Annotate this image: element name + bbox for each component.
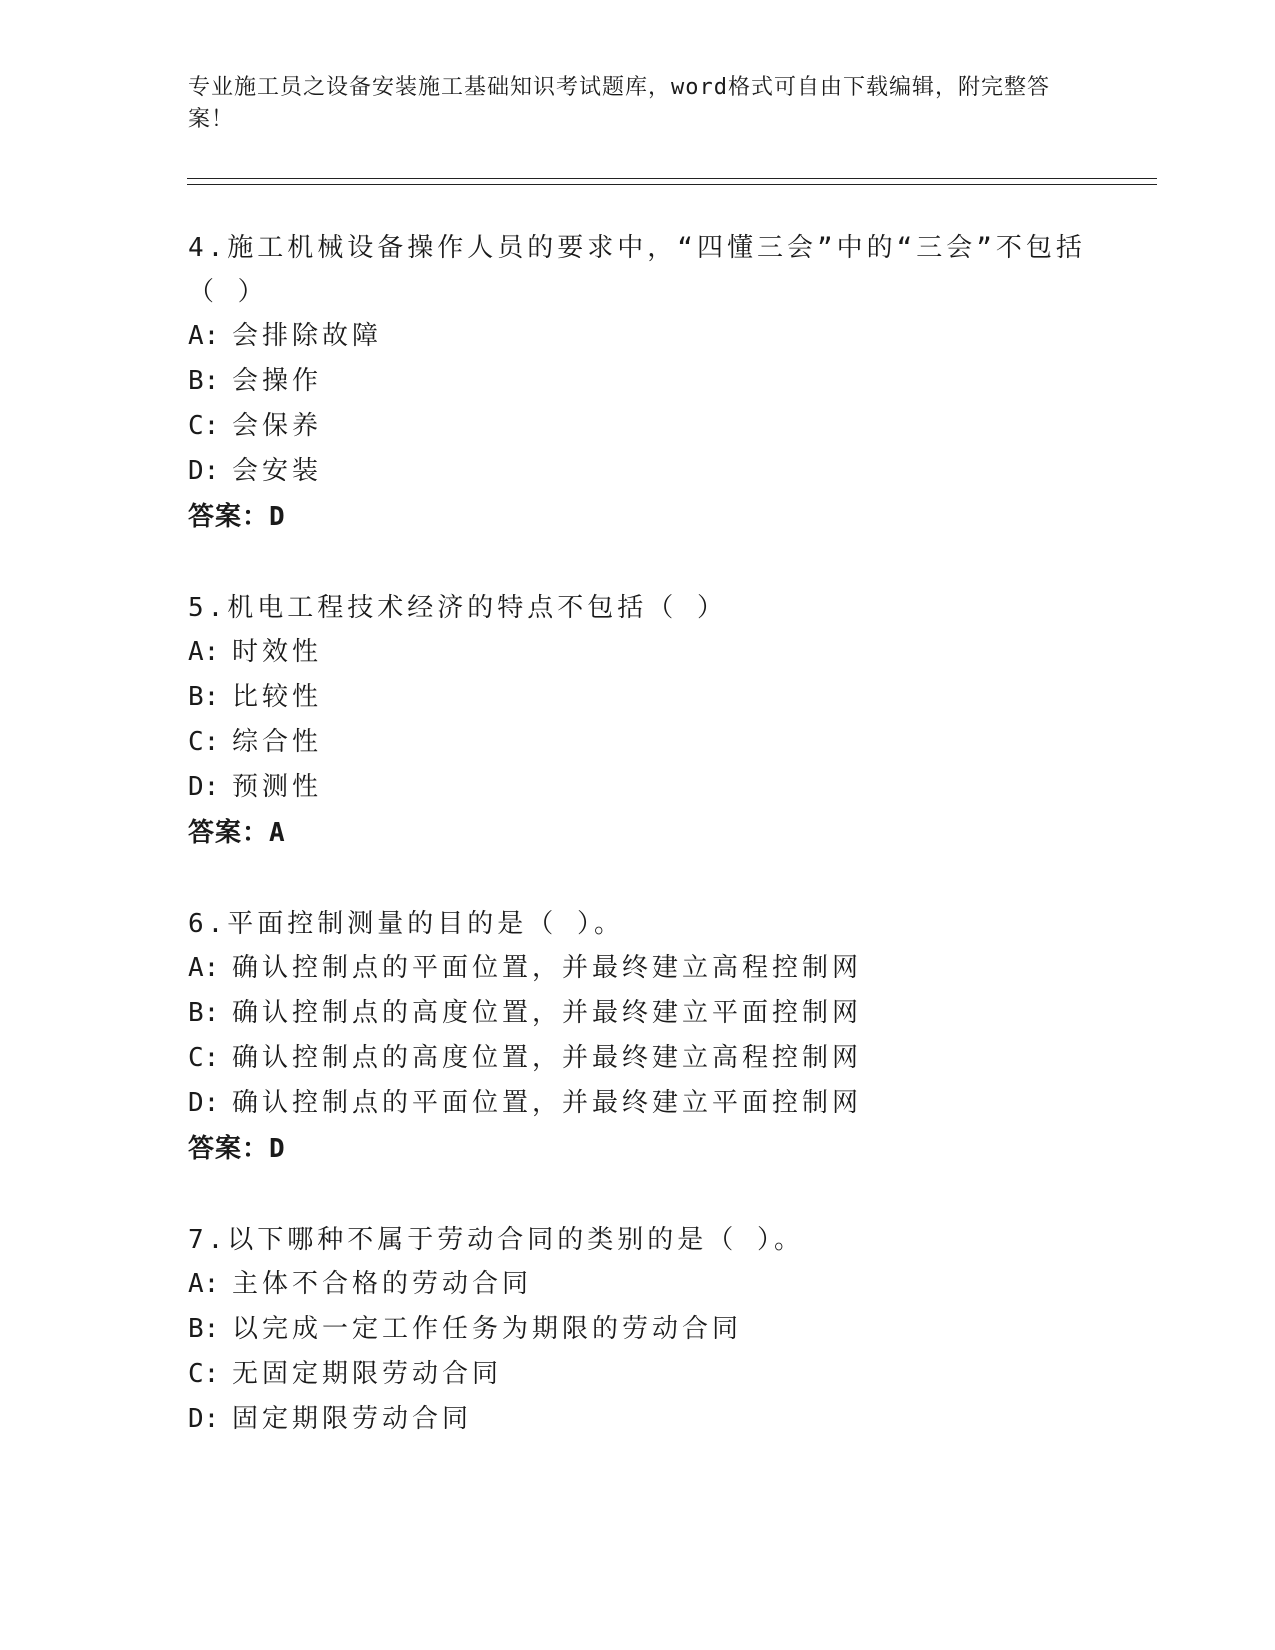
question-stem: 6.平面控制测量的目的是（ ）。: [188, 909, 624, 939]
option-letter: B:: [188, 682, 220, 712]
option-text: 综合性: [232, 727, 323, 757]
header-divider-bottom: [187, 184, 1157, 185]
question-5: [188, 586, 1088, 856]
question-list: [188, 226, 1088, 1488]
option-letter: A:: [188, 321, 220, 351]
option-text: 确认控制点的高度位置，并最终建立平面控制网: [232, 998, 863, 1028]
option-letter: D:: [188, 456, 220, 486]
option-c: [188, 720, 1088, 765]
option-text: 时效性: [232, 637, 323, 667]
option-a: [188, 314, 1088, 359]
option-d: [188, 765, 1088, 810]
option-text: 固定期限劳动合同: [232, 1404, 473, 1434]
option-b: [188, 675, 1088, 720]
question-6: [188, 902, 1088, 1172]
option-c: [188, 1036, 1088, 1081]
question-4: [188, 226, 1088, 540]
option-text: 确认控制点的平面位置，并最终建立高程控制网: [232, 953, 863, 983]
option-a: [188, 1262, 1088, 1307]
option-text: 主体不合格的劳动合同: [232, 1269, 533, 1299]
option-letter: C:: [188, 1043, 220, 1073]
answer-line: 答案：D: [188, 502, 286, 532]
option-letter: D:: [188, 1088, 220, 1118]
header-divider-top: [187, 178, 1157, 179]
option-c: [188, 404, 1088, 449]
option-text: 确认控制点的高度位置，并最终建立高程控制网: [232, 1043, 863, 1073]
option-a: [188, 630, 1088, 675]
option-letter: B:: [188, 366, 220, 396]
option-text: 比较性: [232, 682, 323, 712]
option-text: 无固定期限劳动合同: [232, 1359, 503, 1389]
question-7: [188, 1218, 1088, 1442]
option-letter: B:: [188, 998, 220, 1028]
option-text: 会安装: [232, 456, 323, 486]
option-d: [188, 1081, 1088, 1126]
question-stem: 7.以下哪种不属于劳动合同的类别的是（ ）。: [188, 1225, 804, 1255]
option-c: [188, 1352, 1088, 1397]
option-letter: C:: [188, 727, 220, 757]
option-b: [188, 991, 1088, 1036]
option-text: 会操作: [232, 366, 323, 396]
answer-line: 答案：D: [188, 1134, 286, 1164]
option-b: [188, 359, 1088, 404]
question-stem: 5.机电工程技术经济的特点不包括（ ）: [188, 593, 727, 623]
option-text: 会保养: [232, 411, 323, 441]
option-letter: B:: [188, 1314, 220, 1344]
option-letter: C:: [188, 1359, 220, 1389]
option-text: 以完成一定工作任务为期限的劳动合同: [232, 1314, 743, 1344]
option-text: 预测性: [232, 772, 323, 802]
option-d: [188, 449, 1088, 494]
question-stem: 4.施工机械设备操作人员的要求中，“四懂三会”中的“三会”不包括（ ）: [188, 233, 1086, 307]
option-letter: C:: [188, 411, 220, 441]
answer-line: 答案：A: [188, 818, 286, 848]
option-letter: A:: [188, 953, 220, 983]
option-letter: A:: [188, 1269, 220, 1299]
option-letter: D:: [188, 1404, 220, 1434]
document-intro: 专业施工员之设备安装施工基础知识考试题库，word格式可自由下载编辑，附完整答案！: [188, 75, 1050, 132]
option-letter: D:: [188, 772, 220, 802]
option-text: 会排除故障: [232, 321, 383, 351]
option-text: 确认控制点的平面位置，并最终建立平面控制网: [232, 1088, 863, 1118]
option-a: [188, 946, 1088, 991]
option-b: [188, 1307, 1088, 1352]
option-d: [188, 1397, 1088, 1442]
option-letter: A:: [188, 637, 220, 667]
